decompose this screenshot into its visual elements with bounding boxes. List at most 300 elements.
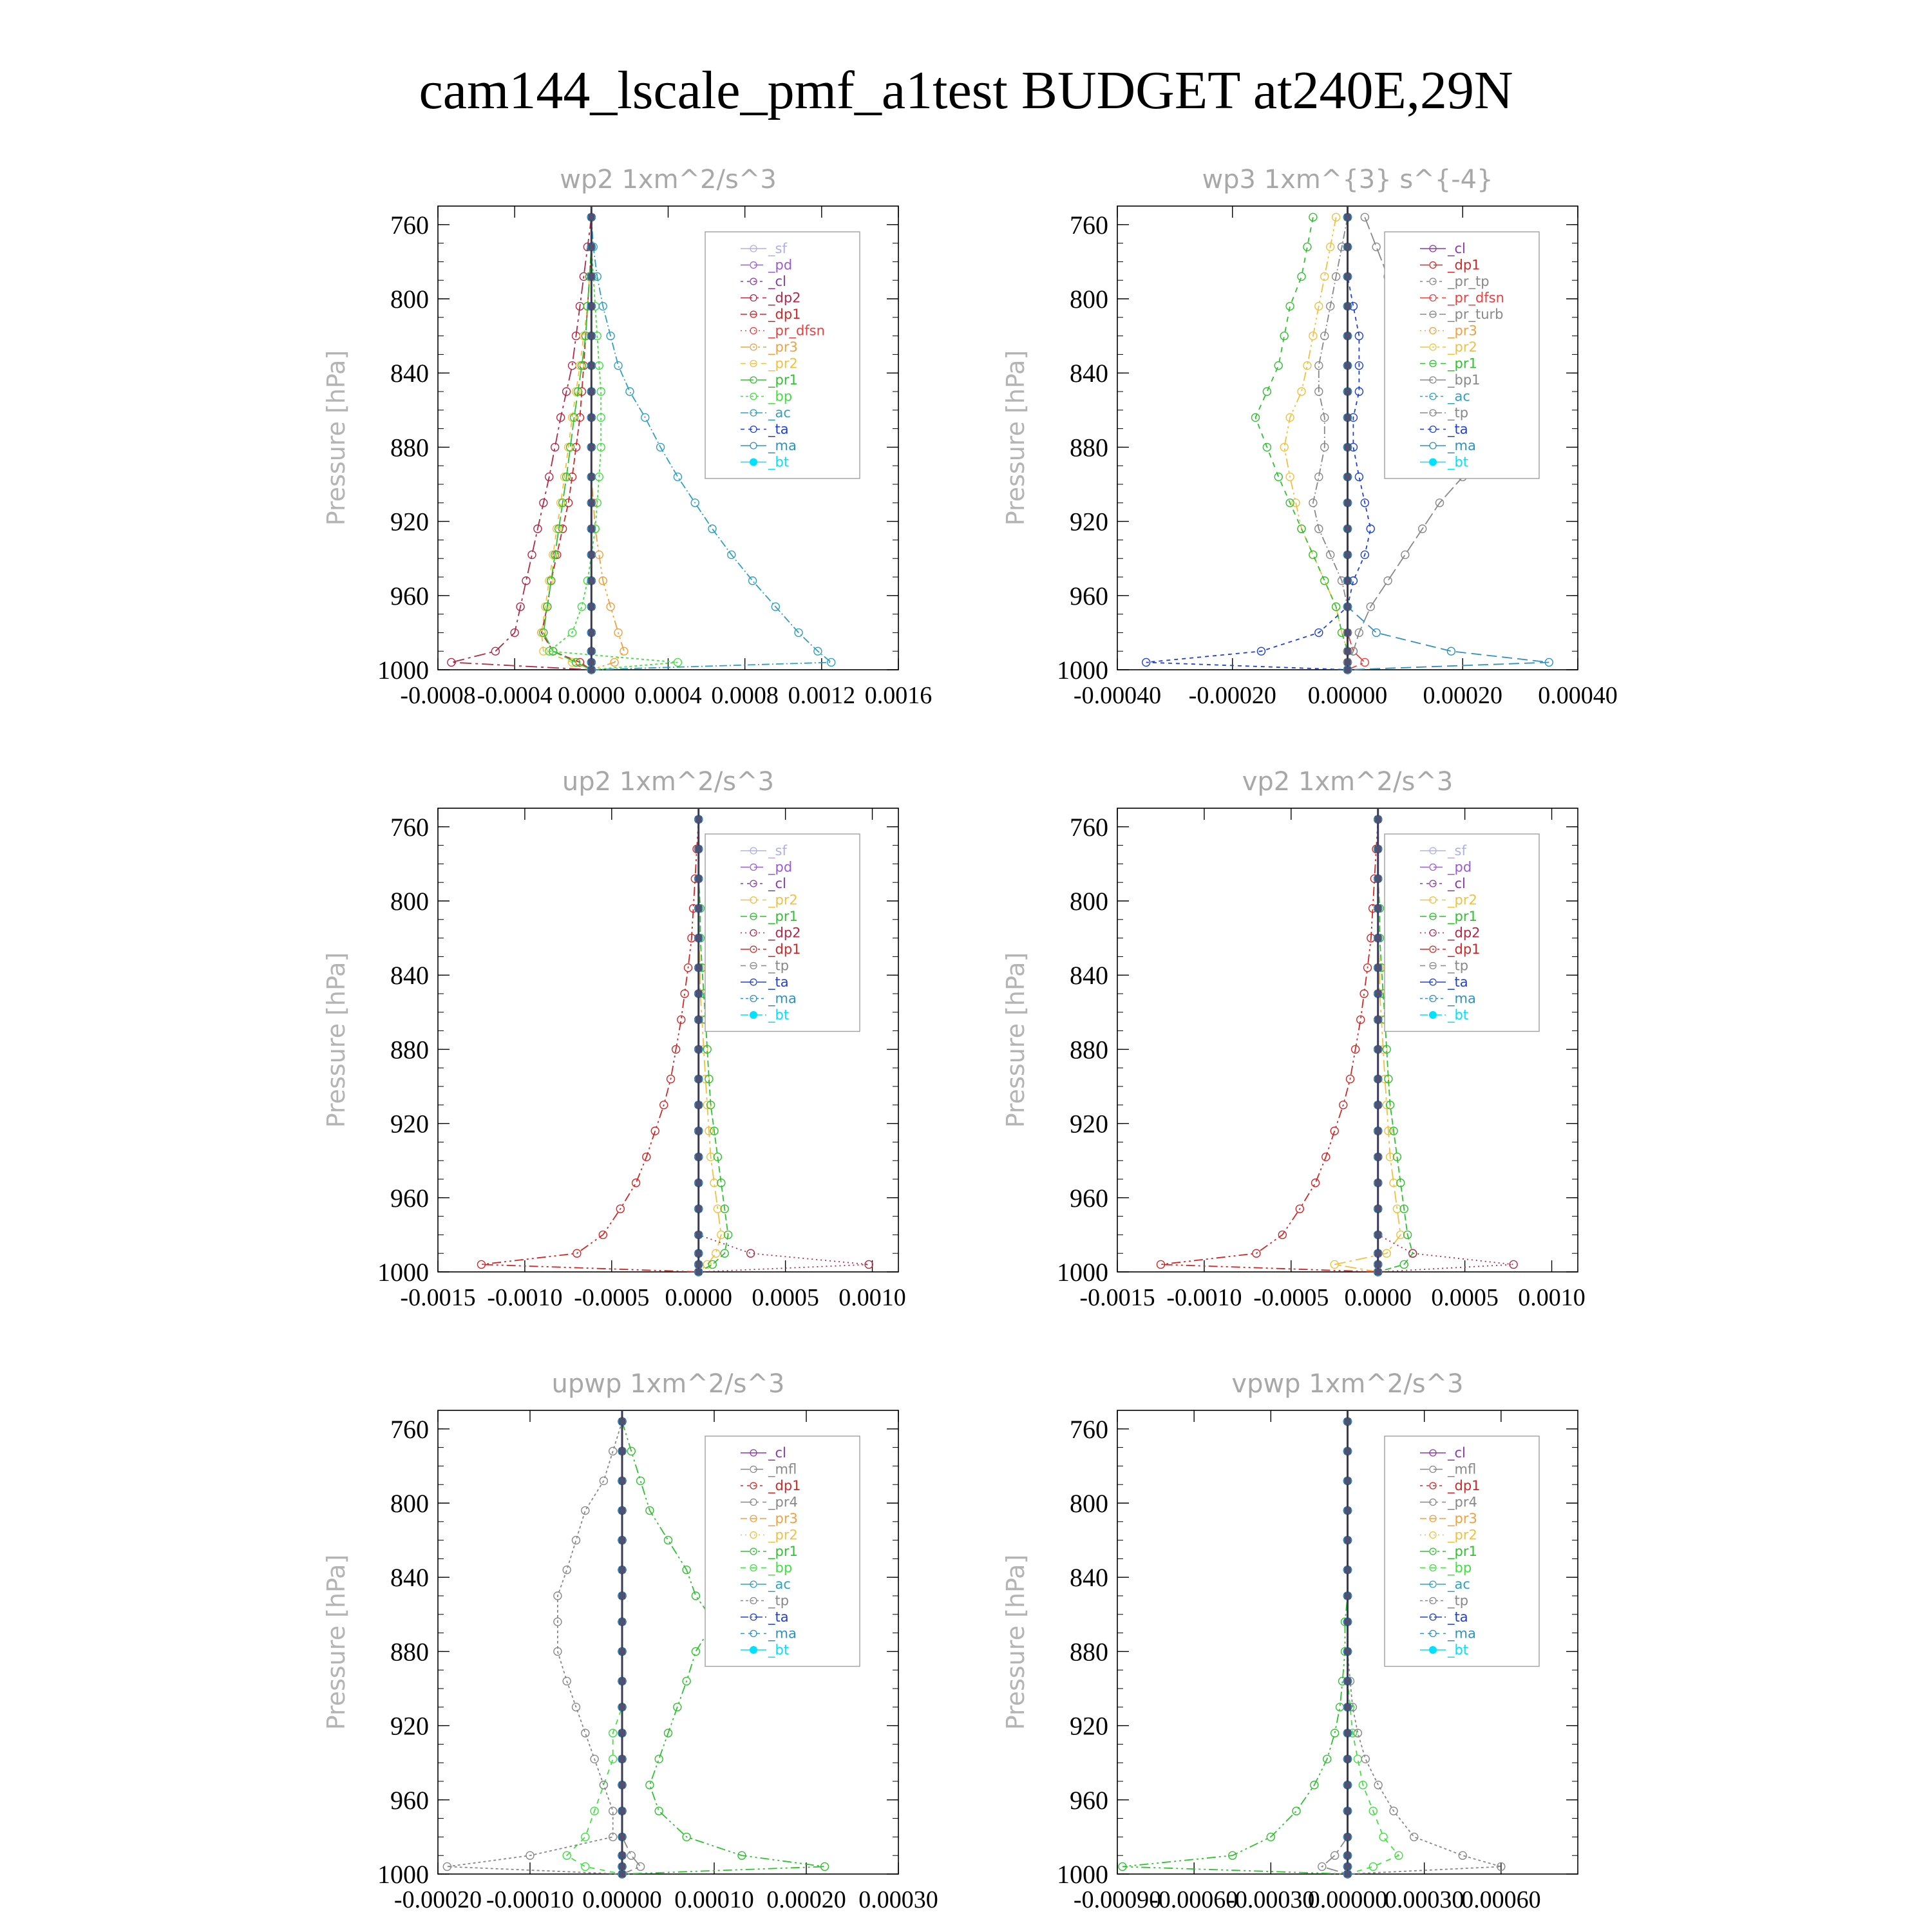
data-point [1375,965,1381,971]
y-tick-label: 840 [1070,961,1108,990]
data-point [627,1852,635,1859]
legend-label: _sf [1448,843,1466,858]
legend-label: _cl [1448,876,1466,891]
y-tick-label: 760 [390,812,429,842]
data-point [619,1648,625,1654]
data-point [588,243,594,250]
legend-label: _pr1 [1448,355,1477,372]
y-tick-label: 1000 [1057,656,1108,685]
data-point [1345,1704,1351,1710]
y-tick-label: 960 [1070,1183,1108,1213]
legend-label: _bp [768,388,793,404]
data-point [619,1508,625,1514]
y-tick-label: 840 [390,961,429,990]
x-tick-label: 0.00060 [1461,1886,1541,1913]
data-point [1375,1206,1381,1212]
x-tick-label: 0.0000 [665,1284,732,1311]
data-point [1345,1448,1351,1454]
data-point [681,990,688,998]
data-point [619,1833,625,1840]
data-point [1369,1862,1377,1870]
data-point [1274,473,1282,480]
data-point [1375,1261,1381,1267]
y-tick-label: 800 [1070,285,1108,314]
y-tick-label: 1000 [377,1860,429,1889]
legend-label: _sf [768,241,787,256]
y-tick-label: 960 [390,1183,429,1213]
data-point [1345,578,1351,584]
data-point [1345,388,1351,395]
data-point [1372,243,1380,251]
data-point [696,816,702,822]
data-point [708,525,716,533]
legend-label: _bt [1448,454,1469,470]
data-point [477,1260,485,1268]
series-line [1161,819,1378,1272]
x-tick-label: 0.00040 [1538,682,1618,709]
data-point [588,629,594,636]
panel-title: vp2 1xm^2/s^3 [1242,767,1454,797]
legend-label: _dp2 [1448,925,1481,941]
data-point [588,363,594,369]
legend-marker [750,459,757,466]
legend-label: _pr2 [1448,892,1477,908]
data-point [588,273,594,279]
data-point [1345,1477,1351,1484]
data-point [1345,1618,1351,1625]
y-tick-label: 920 [390,1109,429,1139]
data-point [1274,362,1282,370]
legend-label: _pd [768,257,793,273]
legend-label: _ma [768,1625,797,1642]
y-tick-label: 880 [390,1035,429,1065]
y-axis-label: Pressure [hPa] [1001,952,1030,1128]
series-line [1122,1421,1348,1874]
legend [705,232,860,478]
data-point [1312,1179,1320,1187]
legend [705,834,860,1032]
y-tick-label: 960 [1070,1785,1108,1815]
series-line [591,217,624,670]
legend [1385,834,1539,1032]
x-tick-label: -0.0010 [1166,1284,1242,1311]
legend-label: _ma [768,438,797,453]
panel-6 [1001,1369,1578,1913]
data-point [588,500,594,506]
panel-4 [1001,767,1586,1311]
legend-label: _pr_tp [1448,274,1490,289]
legend [1385,1436,1539,1667]
x-tick-label: -0.00040 [1073,682,1162,709]
legend-label: _cl [768,876,786,891]
x-tick-label: 0.00020 [766,1886,846,1913]
legend-marker [750,1011,757,1019]
legend-label: _bt [768,1642,790,1658]
legend-label: _pr1 [768,372,798,388]
legend-label: _dp1 [768,1478,801,1493]
legend-label: _pr4 [1448,1494,1477,1510]
legend-label: _dp1 [1448,1478,1481,1493]
data-point [1447,647,1455,655]
legend-label: _bt [768,1007,790,1023]
data-point [1375,905,1381,912]
data-point [1375,1016,1381,1023]
legend-label: _pr2 [768,355,798,372]
data-point [588,551,594,558]
x-tick-label: -0.0005 [574,1284,650,1311]
y-tick-label: 920 [1070,507,1108,536]
panel-5 [322,1369,938,1913]
data-point [1345,659,1351,665]
x-tick-label: -0.0015 [400,1284,476,1311]
data-point [749,577,757,585]
y-tick-label: 920 [390,1711,429,1741]
y-tick-label: 840 [390,359,429,388]
y-tick-label: 1000 [377,656,429,685]
data-point [708,1260,716,1268]
y-tick-label: 1000 [1057,1258,1108,1287]
x-tick-label: 0.00030 [858,1886,938,1913]
y-tick-label: 800 [390,1489,429,1518]
legend-label: _ma [1448,438,1476,453]
data-point [619,1567,625,1573]
x-tick-label: -0.00060 [1150,1886,1238,1913]
legend-marker [1429,1646,1437,1654]
legend-label: _ac [768,1577,791,1592]
data-point [1345,500,1351,506]
data-point [1345,333,1351,339]
legend-label: _bt [768,454,790,470]
data-point [1375,935,1381,942]
legend-label: _pr_dfsn [768,323,825,339]
data-point [582,1833,589,1841]
data-point [1375,1153,1381,1160]
x-tick-label: -0.0005 [1253,1284,1329,1311]
x-tick-label: 0.0005 [752,1284,819,1311]
x-tick-label: 0.0000 [1344,1284,1412,1311]
legend-marker [1429,1011,1437,1019]
data-point [646,1781,654,1789]
x-tick-label: 0.00030 [1384,1886,1464,1913]
data-point [1375,816,1381,822]
data-point [692,1647,699,1655]
data-point [528,551,536,558]
legend-label: _mfl [1448,1461,1477,1477]
legend-label: _pr3 [1448,323,1477,339]
data-point [712,1249,720,1257]
data-point [696,1180,702,1186]
data-point [1345,526,1351,532]
data-point [1345,1863,1351,1870]
legend-label: _dp2 [768,290,801,306]
legend-label: _mfl [768,1461,797,1477]
data-point [674,473,681,480]
data-point [582,1862,589,1870]
data-point [588,603,594,610]
data-point [1157,1260,1164,1268]
y-tick-label: 800 [1070,1489,1108,1518]
series-line [1284,217,1347,670]
y-tick-label: 760 [1070,1414,1108,1444]
legend-label: _pr1 [1448,909,1477,924]
data-point [1345,629,1351,636]
data-point [1375,1046,1381,1052]
data-point [655,1807,663,1815]
y-axis-label: Pressure [hPa] [322,350,350,526]
data-point [1345,667,1351,673]
data-point [1345,444,1351,450]
y-tick-label: 760 [1070,812,1108,842]
data-point [588,444,594,450]
x-tick-label: 0.00000 [1307,1886,1388,1913]
legend-label: _dp1 [1448,257,1481,273]
data-point [1263,388,1271,395]
data-point [665,1537,672,1544]
data-point [1345,243,1351,250]
legend-label: _pr_turb [1448,307,1504,322]
legend-label: _pr3 [768,339,798,355]
data-point [1345,1782,1351,1788]
data-point [696,1269,702,1275]
data-point [1345,1833,1351,1840]
legend-label: _ta [1448,421,1468,437]
panel-title: upwp 1xm^2/s^3 [551,1369,785,1399]
panel-1 [322,165,932,709]
panel-title: wp2 1xm^2/s^3 [560,165,777,194]
y-tick-label: 800 [1070,887,1108,916]
data-point [619,1863,625,1870]
data-point [1375,1075,1381,1082]
legend-label: _ac [1448,1577,1470,1592]
legend-label: _tp [768,958,790,974]
data-point [1345,603,1351,610]
y-tick-label: 760 [1070,210,1108,240]
data-point [1298,388,1305,395]
series-line [447,1421,622,1874]
x-tick-label: -0.00020 [393,1886,482,1913]
data-point [1345,1852,1351,1859]
data-point [1345,273,1351,279]
data-point [1375,1180,1381,1186]
data-point [1345,1537,1351,1544]
data-point [696,1261,702,1267]
data-point [696,1046,702,1052]
data-point [1345,1678,1351,1684]
y-tick-label: 960 [390,1785,429,1815]
data-point [1345,1648,1351,1654]
series-line [482,819,699,1272]
data-point [563,1566,571,1574]
data-point [696,846,702,852]
legend-label: _pr1 [768,1544,798,1559]
data-point [619,1678,625,1684]
figure-title: cam144_lscale_pmf_a1test BUDGET at240E,29N [419,61,1513,120]
data-point [696,905,702,912]
data-point [696,1128,702,1134]
legend-label: _pr2 [1448,1527,1477,1543]
data-point [1361,1755,1369,1763]
legend-label: _dp2 [768,925,801,941]
legend-label: _pr3 [768,1511,798,1526]
data-point [696,1153,702,1160]
data-point [619,1618,625,1625]
data-point [1375,846,1381,852]
panel-title: up2 1xm^2/s^3 [562,767,775,797]
data-point [1345,1730,1351,1736]
data-point [582,1729,589,1737]
legend [1385,232,1539,478]
x-tick-label: 0.0010 [838,1284,906,1311]
x-tick-label: -0.00020 [1188,682,1276,709]
y-tick-label: 840 [1070,359,1108,388]
legend-label: _ma [1448,1625,1476,1642]
data-point [696,990,702,997]
data-point [1355,473,1363,480]
data-point [1361,658,1368,666]
y-tick-label: 760 [390,210,429,240]
x-tick-label: 0.0000 [558,682,625,709]
legend-label: _pr2 [1448,339,1477,355]
legend-label: _tp [1448,1593,1469,1609]
legend-label: _ma [1448,990,1476,1007]
y-axis-label: Pressure [hPa] [1001,350,1030,526]
series-line [1313,217,1348,670]
data-point [609,1755,617,1763]
data-point [637,1862,645,1870]
legend-label: _pd [1448,859,1472,875]
x-tick-label: 0.0016 [864,682,933,709]
data-point [1372,629,1380,636]
x-tick-label: -0.00090 [1073,1886,1162,1913]
data-point [619,1448,625,1454]
x-tick-label: 0.0012 [788,682,856,709]
panel-2 [1001,165,1618,709]
data-point [1298,272,1305,280]
panel-3 [322,767,906,1311]
x-tick-label: -0.0015 [1079,1284,1155,1311]
data-point [1293,1807,1300,1815]
data-point [1345,1871,1351,1877]
y-axis-label: Pressure [hPa] [322,952,350,1128]
y-tick-label: 880 [1070,1637,1108,1667]
data-point [588,526,594,532]
x-tick-label: 0.0010 [1518,1284,1586,1311]
data-point [1345,414,1351,421]
legend-label: _cl [768,274,786,289]
data-point [1321,577,1329,585]
data-point [1375,1231,1381,1238]
legend-label: _tp [1448,958,1469,974]
legend-label: _cl [768,1445,786,1461]
y-tick-label: 1000 [1057,1860,1108,1889]
data-point [619,1782,625,1788]
y-axis-label: Pressure [hPa] [1001,1554,1030,1730]
data-point [692,1592,699,1600]
data-point [588,333,594,339]
x-tick-label: 0.0008 [711,682,779,709]
x-tick-label: -0.0008 [400,682,476,709]
data-point [1375,990,1381,997]
data-point [1375,875,1381,882]
series-line [1348,217,1365,670]
data-point [619,1704,625,1710]
data-point [1345,1808,1351,1814]
y-tick-label: 880 [1070,1035,1108,1065]
data-point [491,647,499,655]
data-point [696,1016,702,1023]
legend-label: _bp [1448,1560,1472,1576]
data-point [619,1537,625,1544]
legend-label: _ta [768,421,789,437]
data-point [1510,1260,1517,1268]
data-point [588,659,594,665]
data-point [696,1231,702,1238]
x-tick-label: 0.00000 [582,1886,662,1913]
data-point [626,388,634,395]
panel-title: wp3 1xm^{3} s^{-4} [1202,165,1493,194]
data-point [614,362,622,370]
legend-label: _ta [1448,1609,1468,1625]
data-point [1309,551,1317,558]
data-point [588,473,594,480]
data-point [588,648,594,654]
y-axis-label: Pressure [hPa] [322,1554,350,1730]
data-point [1345,1567,1351,1573]
legend-label: _pr3 [1448,1511,1477,1526]
data-point [1345,363,1351,369]
data-point [619,1593,625,1599]
data-point [588,303,594,310]
data-point [828,658,835,666]
data-point [696,875,702,882]
y-tick-label: 800 [390,285,429,314]
data-point [619,1477,625,1484]
legend-label: _pr_dfsn [1448,290,1504,306]
y-tick-label: 880 [1070,433,1108,462]
legend-label: _ma [768,990,797,1007]
legend-label: _cl [1448,241,1466,256]
data-point [619,1871,625,1877]
data-point [1379,1833,1387,1841]
series-line [1256,217,1348,670]
data-point [1345,473,1351,480]
data-point [1375,1102,1381,1108]
data-point [588,667,594,673]
legend-marker [750,1646,757,1654]
x-tick-label: -0.0010 [487,1284,563,1311]
y-tick-label: 920 [390,507,429,536]
legend [705,1436,860,1667]
y-tick-label: 960 [1070,581,1108,611]
legend-label: _dp1 [1448,942,1481,957]
legend-label: _bt [1448,1007,1469,1023]
data-point [588,214,594,220]
x-tick-label: 0.00000 [1307,682,1388,709]
legend-marker [1429,459,1437,466]
legend-label: _dp1 [768,307,801,322]
series-line [622,1421,641,1874]
legend-label: _pr1 [768,909,798,924]
legend-label: _cl [1448,1445,1466,1461]
x-tick-label: -0.0004 [477,682,553,709]
series-line [567,1421,622,1874]
data-point [619,1808,625,1814]
legend-label: _ac [768,405,791,421]
data-point [1345,303,1351,310]
data-point [696,935,702,942]
legend-label: _dp1 [768,942,801,957]
data-point [696,1102,702,1108]
